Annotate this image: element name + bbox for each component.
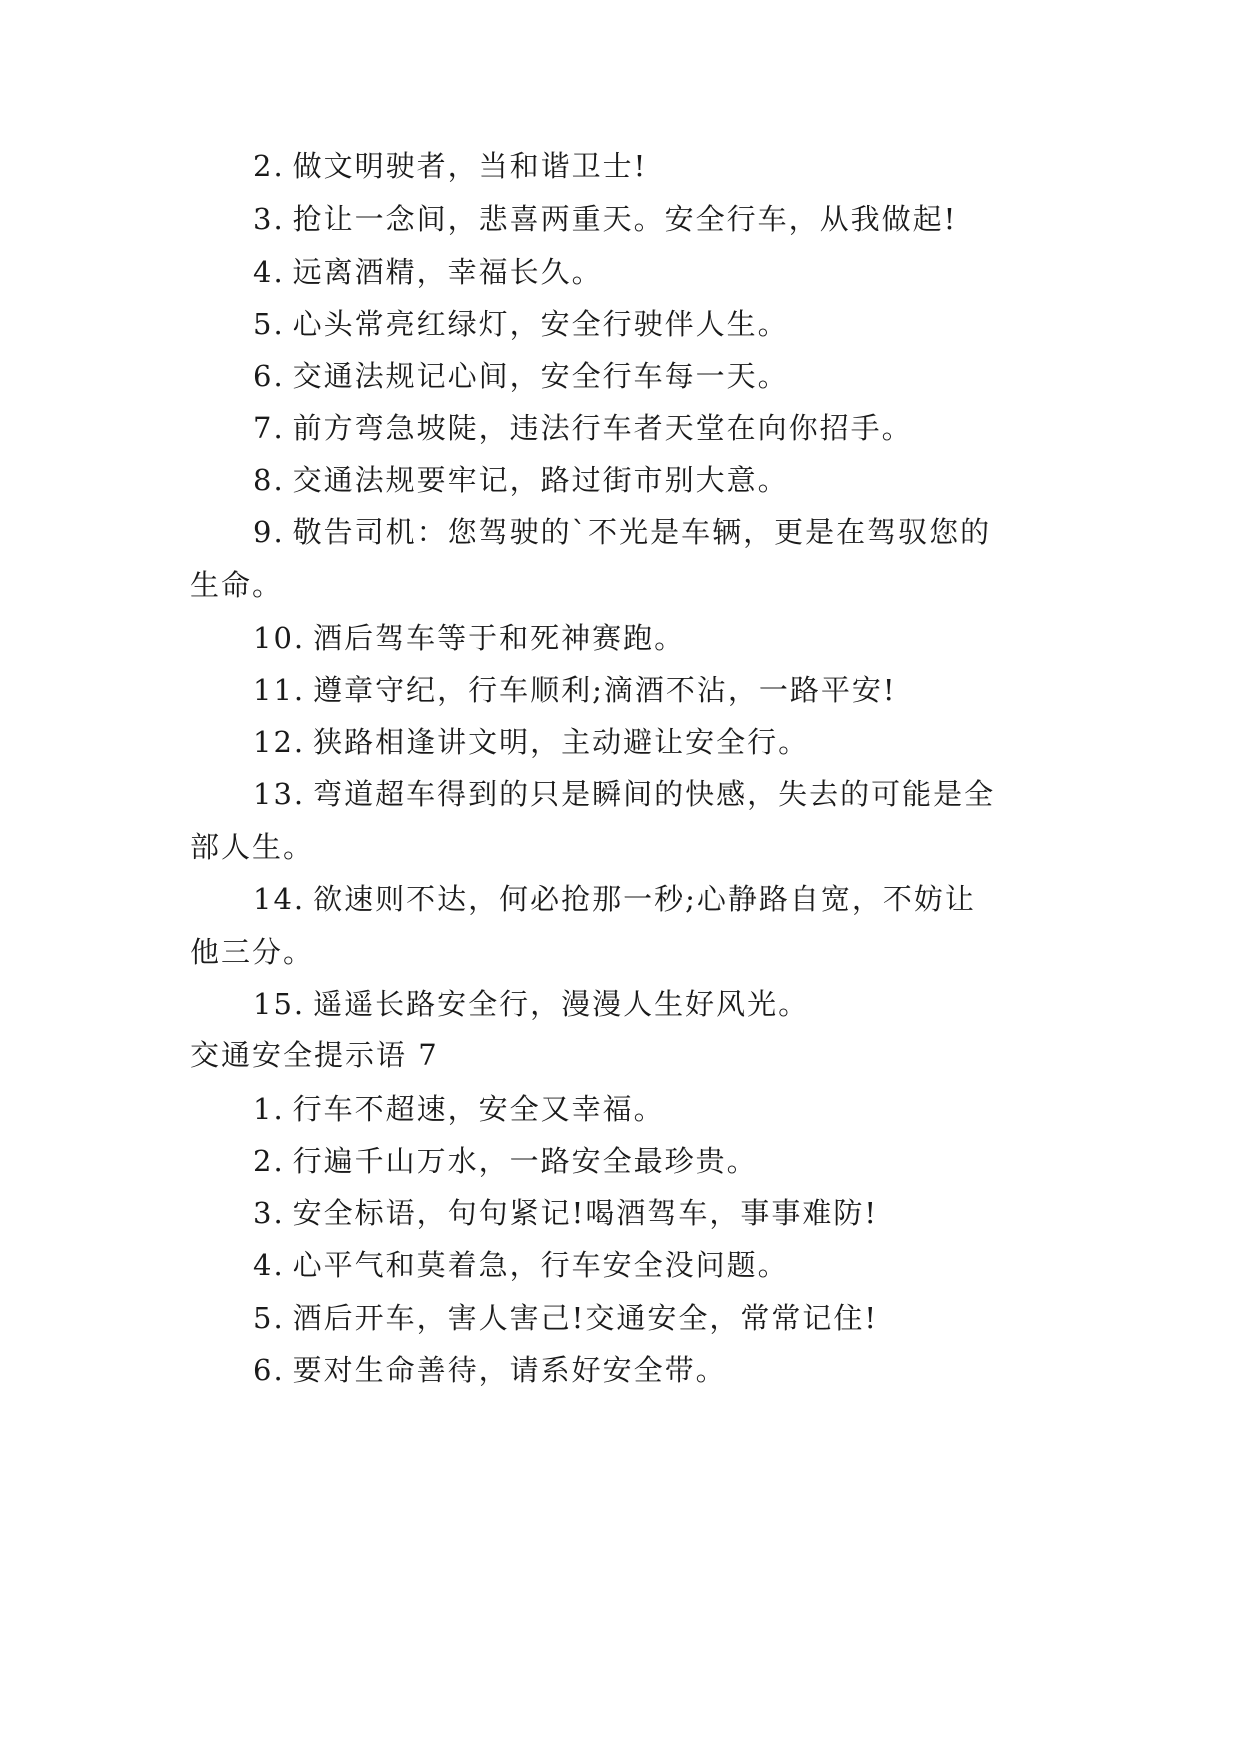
list-item — [0, 1300, 1241, 1336]
list-item — [0, 986, 1241, 1022]
item-number: 9. — [253, 515, 285, 549]
list-item — [0, 201, 1241, 237]
item-number: 6. — [253, 359, 285, 393]
list-item — [0, 462, 1241, 498]
item-text: 遥遥长路安全行，漫漫人生好风光。 — [313, 987, 810, 1021]
item-number: 5. — [253, 307, 285, 341]
item-number: 3. — [253, 1196, 285, 1230]
item-number: 14. — [253, 882, 306, 916]
item-text: 安全标语，句句紧记!喝酒驾车，事事难防! — [292, 1196, 878, 1230]
list-item-continuation: 部人生。 — [190, 830, 315, 864]
item-text: 做文明驶者，当和谐卫士! — [292, 149, 648, 183]
list-item — [0, 881, 1241, 917]
item-number: 13. — [253, 777, 306, 811]
item-number: 7. — [253, 411, 285, 445]
item-number: 3. — [253, 202, 285, 236]
item-text: 酒后驾车等于和死神赛跑。 — [313, 621, 686, 655]
item-text: 酒后开车，害人害己!交通安全，常常记住! — [292, 1301, 878, 1335]
list-item — [0, 672, 1241, 708]
item-text: 遵章守纪，行车顺利;滴酒不沾，一路平安! — [313, 673, 897, 707]
list-item — [0, 358, 1241, 394]
item-text: 行遍千山万水，一路安全最珍贵。 — [292, 1144, 758, 1178]
list-item — [0, 1352, 1241, 1388]
item-text: 狭路相逢讲文明，主动避让安全行。 — [313, 725, 810, 759]
item-number: 6. — [253, 1353, 285, 1387]
item-number: 11. — [253, 673, 306, 707]
item-number: 12. — [253, 725, 306, 759]
list-item — [0, 1143, 1241, 1179]
list-item — [0, 514, 1241, 550]
item-number: 10. — [253, 621, 306, 655]
list-item — [0, 620, 1241, 656]
list-item-continuation: 生命。 — [190, 568, 284, 602]
item-text: 欲速则不达，何必抢那一秒;心静路自宽，不妨让 — [313, 882, 976, 916]
item-text: 心头常亮红绿灯，安全行驶伴人生。 — [292, 307, 789, 341]
item-text: 行车不超速，安全又幸福。 — [292, 1092, 665, 1126]
item-text: 抢让一念间，悲喜两重天。安全行车，从我做起! — [292, 202, 958, 236]
list-item — [0, 1091, 1241, 1127]
list-item — [0, 776, 1241, 812]
list-item-continuation: 他三分。 — [190, 935, 315, 969]
item-text: 弯道超车得到的只是瞬间的快感，失去的可能是全 — [313, 777, 996, 811]
list-item — [0, 254, 1241, 290]
list-item — [0, 1195, 1241, 1231]
item-text: 远离酒精，幸福长久。 — [292, 255, 603, 289]
item-number: 5. — [253, 1301, 285, 1335]
item-number: 4. — [253, 1248, 285, 1282]
section-heading: 交通安全提示语 7 — [190, 1038, 439, 1072]
item-number: 15. — [253, 987, 306, 1021]
list-item — [0, 410, 1241, 446]
list-item — [0, 148, 1241, 184]
item-number: 8. — [253, 463, 285, 497]
item-text: 心平气和莫着急，行车安全没问题。 — [292, 1248, 789, 1282]
item-text: 要对生命善待，请系好安全带。 — [292, 1353, 727, 1387]
list-item — [0, 306, 1241, 342]
item-number: 1. — [253, 1092, 285, 1126]
item-text: 敬告司机：您驾驶的`不光是车辆，更是在驾驭您的 — [292, 515, 992, 549]
item-number: 4. — [253, 255, 285, 289]
item-text: 交通法规要牢记，路过街市别大意。 — [292, 463, 789, 497]
list-item — [0, 1247, 1241, 1283]
list-item — [0, 724, 1241, 760]
item-text: 前方弯急坡陡，违法行车者天堂在向你招手。 — [292, 411, 913, 445]
item-text: 交通法规记心间，安全行车每一天。 — [292, 359, 789, 393]
item-number: 2. — [253, 149, 285, 183]
item-number: 2. — [253, 1144, 285, 1178]
